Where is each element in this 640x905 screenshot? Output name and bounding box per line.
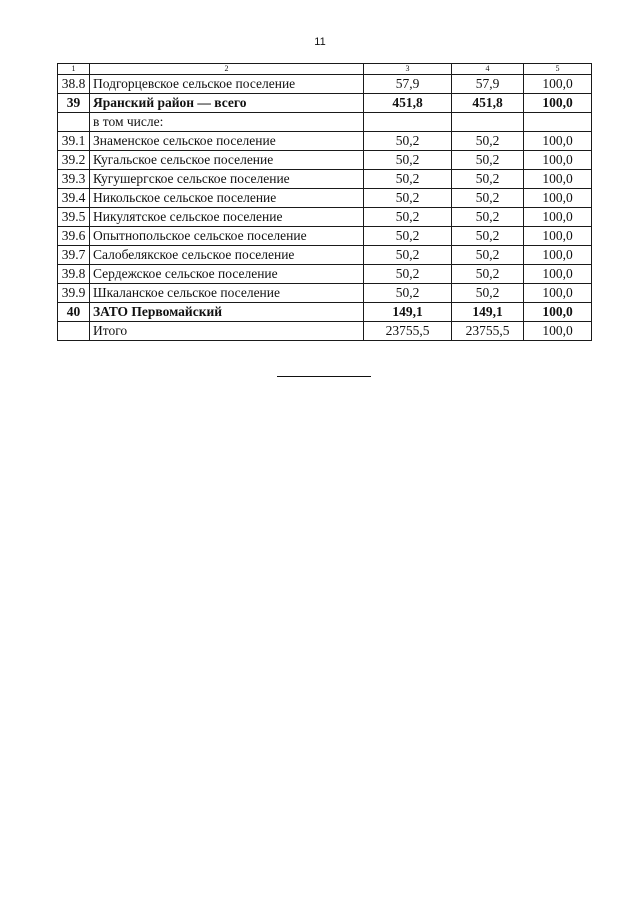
row-col5-value: 100,0: [524, 227, 592, 246]
row-code: 39.8: [58, 265, 90, 284]
row-code: 39.4: [58, 189, 90, 208]
row-col5-value: 100,0: [524, 303, 592, 322]
row-col5-value: 100,0: [524, 170, 592, 189]
row-col3-value: 50,2: [364, 132, 452, 151]
table-header: [58, 64, 592, 75]
row-code: 39.7: [58, 246, 90, 265]
page-number: 11: [314, 36, 326, 48]
row-col4-value: 50,2: [452, 189, 524, 208]
row-name: Итого: [90, 322, 364, 341]
row-col5-value: 100,0: [524, 94, 592, 113]
row-name: Яранский район — всего: [90, 94, 364, 113]
header-col-4: 4: [452, 64, 524, 75]
row-col5-value: 100,0: [524, 208, 592, 227]
row-name: Никулятское сельское поселение: [90, 208, 364, 227]
table-row: [58, 75, 592, 94]
row-col4-value: 50,2: [452, 132, 524, 151]
row-col3-value: 50,2: [364, 246, 452, 265]
row-code: 39.6: [58, 227, 90, 246]
table-row: [58, 303, 592, 322]
row-col5-value: 100,0: [524, 189, 592, 208]
table-row: [58, 322, 592, 341]
row-code: 39.9: [58, 284, 90, 303]
row-col3-value: 50,2: [364, 151, 452, 170]
row-col5-value: 100,0: [524, 322, 592, 341]
row-code: 39: [58, 94, 90, 113]
row-code: 39.3: [58, 170, 90, 189]
row-code: 39.5: [58, 208, 90, 227]
table-row: [58, 132, 592, 151]
row-col3-value: 149,1: [364, 303, 452, 322]
row-col3-value: 50,2: [364, 208, 452, 227]
row-code: [58, 113, 90, 132]
row-name: Салобелякское сельское поселение: [90, 246, 364, 265]
header-col-1: 1: [58, 64, 90, 75]
row-name: Никольское сельское поселение: [90, 189, 364, 208]
row-code: 39.1: [58, 132, 90, 151]
header-col-2: 2: [90, 64, 364, 75]
row-col5-value: 100,0: [524, 132, 592, 151]
table-row: [58, 170, 592, 189]
row-col3-value: [364, 113, 452, 132]
row-name: Шкаланское сельское поселение: [90, 284, 364, 303]
row-name: Подгорцевское сельское поселение: [90, 75, 364, 94]
table-row: [58, 113, 592, 132]
table-row: [58, 284, 592, 303]
row-col4-value: 149,1: [452, 303, 524, 322]
row-col5-value: [524, 113, 592, 132]
header-row: [58, 64, 592, 75]
row-col5-value: 100,0: [524, 75, 592, 94]
row-name: Кугушергское сельское поселение: [90, 170, 364, 189]
row-col4-value: 50,2: [452, 246, 524, 265]
row-col5-value: 100,0: [524, 151, 592, 170]
row-col4-value: 23755,5: [452, 322, 524, 341]
row-col5-value: 100,0: [524, 246, 592, 265]
row-name: ЗАТО Первомайский: [90, 303, 364, 322]
closing-rule: [277, 376, 371, 377]
row-col4-value: 50,2: [452, 227, 524, 246]
header-col-3: 3: [364, 64, 452, 75]
table-row: [58, 227, 592, 246]
row-name: Сердежское сельское поселение: [90, 265, 364, 284]
table-row: [58, 151, 592, 170]
row-col3-value: 50,2: [364, 170, 452, 189]
row-col4-value: 57,9: [452, 75, 524, 94]
row-code: 39.2: [58, 151, 90, 170]
row-col4-value: [452, 113, 524, 132]
row-col3-value: 50,2: [364, 227, 452, 246]
row-col4-value: 451,8: [452, 94, 524, 113]
row-col3-value: 50,2: [364, 265, 452, 284]
row-name: в том числе:: [90, 113, 364, 132]
row-code: 40: [58, 303, 90, 322]
budget-table: [57, 63, 592, 341]
table-body: [58, 75, 592, 341]
row-col4-value: 50,2: [452, 265, 524, 284]
row-col3-value: 50,2: [364, 189, 452, 208]
table-row: [58, 265, 592, 284]
row-col3-value: 23755,5: [364, 322, 452, 341]
row-col3-value: 57,9: [364, 75, 452, 94]
row-name: Кугальское сельское поселение: [90, 151, 364, 170]
table-row: [58, 189, 592, 208]
row-col4-value: 50,2: [452, 284, 524, 303]
table-row: [58, 208, 592, 227]
row-col4-value: 50,2: [452, 170, 524, 189]
header-col-5: 5: [524, 64, 592, 75]
table-row: [58, 94, 592, 113]
row-col4-value: 50,2: [452, 151, 524, 170]
table-row: [58, 246, 592, 265]
row-code: 38.8: [58, 75, 90, 94]
row-code: [58, 322, 90, 341]
row-name: Знаменское сельское поселение: [90, 132, 364, 151]
row-col3-value: 50,2: [364, 284, 452, 303]
row-col5-value: 100,0: [524, 284, 592, 303]
row-col3-value: 451,8: [364, 94, 452, 113]
row-name: Опытнопольское сельское поселение: [90, 227, 364, 246]
row-col4-value: 50,2: [452, 208, 524, 227]
row-col5-value: 100,0: [524, 265, 592, 284]
